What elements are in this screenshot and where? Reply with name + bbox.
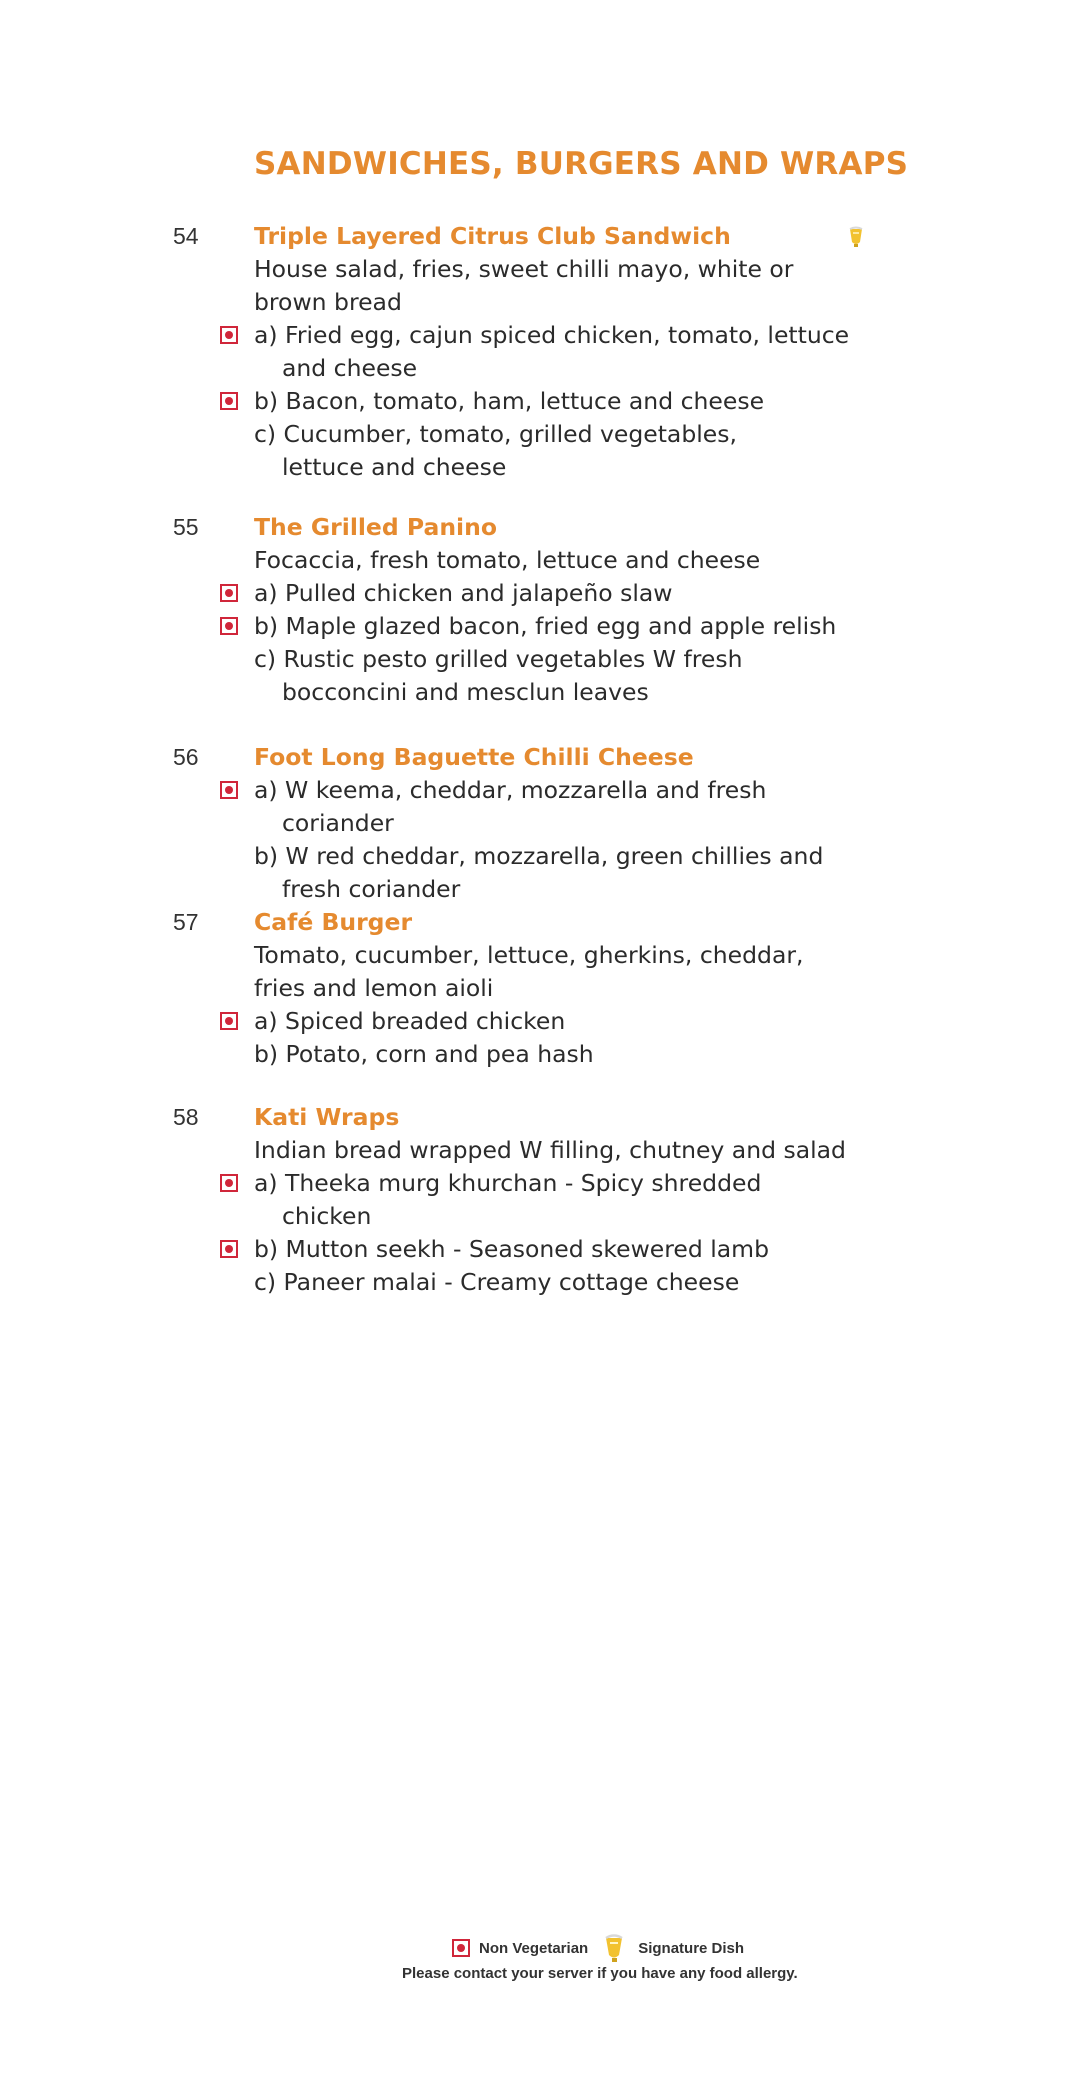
option-text: b) Bacon, tomato, ham, lettuce and cheese	[254, 387, 765, 415]
non-veg-icon	[220, 1174, 238, 1192]
item-option	[254, 610, 854, 643]
item-option	[254, 1233, 854, 1266]
option-text: b) Potato, corn and pea hash	[254, 1040, 594, 1068]
option-text: c) Cucumber, tomato, grilled vegetables, lettuce and cheese	[254, 420, 737, 481]
item-body	[254, 905, 854, 1071]
item-option	[254, 774, 854, 840]
option-text: a) Spiced breaded chicken	[254, 1007, 566, 1035]
item-option	[254, 418, 802, 484]
non-veg-icon	[220, 781, 238, 799]
non-veg-icon	[220, 392, 238, 410]
item-option	[254, 319, 854, 385]
item-number: 54	[173, 223, 199, 249]
item-option	[254, 840, 872, 906]
item-option	[254, 1167, 854, 1233]
legend-row	[452, 1933, 744, 1963]
item-description-line: fries and lemon aioli	[254, 974, 494, 1002]
legend-signature-label: Signature Dish	[638, 1939, 745, 1957]
item-option	[254, 1266, 854, 1299]
option-text: b) W red cheddar, mozzarella, green chillies and fresh coriander	[254, 842, 824, 903]
item-body	[254, 219, 854, 484]
non-veg-icon	[220, 584, 238, 602]
item-number: 56	[173, 744, 199, 770]
item-option	[254, 643, 862, 709]
item-body	[254, 740, 854, 906]
non-veg-icon	[220, 326, 238, 344]
item-option	[254, 577, 854, 610]
non-veg-icon	[220, 1240, 238, 1258]
signature-dish-icon	[602, 1933, 626, 1963]
allergy-note: Please contact your server if you have any food allergy.	[402, 1965, 798, 1982]
option-text: a) Pulled chicken and jalapeño slaw	[254, 579, 673, 607]
item-title: The Grilled Panino	[254, 513, 497, 541]
non-veg-icon	[220, 617, 238, 635]
option-text: a) Theeka murg khurchan - Spicy shredded chicken	[254, 1169, 762, 1230]
item-description-line: Focaccia, fresh tomato, lettuce and cheese	[254, 546, 761, 574]
option-text: c) Paneer malai - Creamy cottage cheese	[254, 1268, 740, 1296]
item-description-line: Tomato, cucumber, lettuce, gherkins, cheddar,	[254, 941, 804, 969]
item-description-line: House salad, fries, sweet chilli mayo, white or	[254, 255, 794, 283]
non-veg-icon	[220, 1012, 238, 1030]
non-veg-icon	[452, 1939, 470, 1957]
page-title: SANDWICHES, BURGERS AND WRAPS	[254, 146, 909, 182]
option-text: b) Maple glazed bacon, fried egg and apple relish	[254, 612, 837, 640]
item-number: 55	[173, 514, 199, 540]
legend-non-veg-label: Non Vegetarian	[479, 1939, 589, 1957]
item-title: Triple Layered Citrus Club Sandwich	[254, 222, 731, 250]
item-title: Café Burger	[254, 908, 413, 936]
item-number: 57	[173, 909, 199, 935]
item-body	[254, 1100, 854, 1299]
item-description-line: brown bread	[254, 288, 402, 316]
item-option	[254, 385, 854, 418]
item-option	[254, 1038, 854, 1071]
item-body	[254, 510, 854, 709]
option-text: a) Fried egg, cajun spiced chicken, tomato, lettuce and cheese	[254, 321, 850, 382]
item-number: 58	[173, 1104, 199, 1130]
item-option	[254, 1005, 854, 1038]
option-text: c) Rustic pesto grilled vegetables W fresh bocconcini and mesclun leaves	[254, 645, 743, 706]
item-description-line: Indian bread wrapped W filling, chutney and salad	[254, 1136, 846, 1164]
item-title: Foot Long Baguette Chilli Cheese	[254, 743, 694, 771]
option-text: b) Mutton seekh - Seasoned skewered lamb	[254, 1235, 769, 1263]
option-text: a) W keema, cheddar, mozzarella and fresh coriander	[254, 776, 767, 837]
item-title: Kati Wraps	[254, 1103, 400, 1131]
